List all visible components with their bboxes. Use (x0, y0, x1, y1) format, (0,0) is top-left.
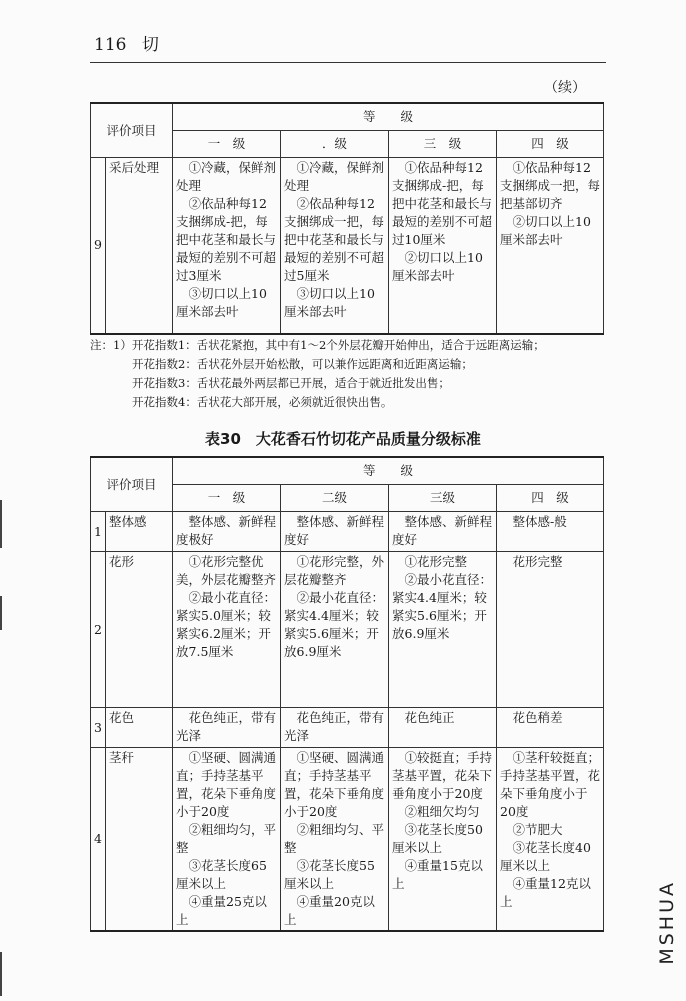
grade-cell (281, 748, 389, 932)
row-item: 茎秆 (106, 748, 173, 932)
watermark: MSHUA (656, 880, 678, 965)
cell-line: ④重量12克以上 (500, 876, 591, 909)
row-number: 1 (91, 512, 106, 552)
row-item: 采后处理 (106, 158, 173, 334)
cell-line: 花色纯正 (404, 710, 455, 725)
grade-cell (281, 158, 389, 334)
cell-line: ③花茎长度40厘米以上 (500, 840, 591, 873)
row-number: 4 (91, 748, 106, 932)
cell-line: ①坚硬、圆满通直；手持茎基平置，花朵下垂角度小于20度 (284, 750, 385, 819)
running-title: 切 (141, 35, 159, 55)
grade-cell (497, 512, 604, 552)
grade-1-header: 一 级 (173, 131, 281, 158)
cell-line: ①坚硬、圆满通直；手持茎基平置，花朵下垂角度小于20度 (176, 750, 277, 819)
cell-line: ①花形完整，外层花瓣整齐 (284, 554, 385, 587)
cell-line: ③花茎长度65厘米以上 (176, 858, 267, 891)
cell-line: ①花形完整优美，外层花瓣整齐 (176, 554, 277, 587)
row-item: 花形 (106, 552, 173, 708)
cell-line: ②最小花直径：紧实4.4厘米；较紧实5.6厘米；开放6.9厘米 (392, 572, 493, 641)
cell-line: ①较挺直；手持茎基平置，花朵下垂角度小于20度 (392, 750, 493, 801)
table-caption: 表30 大花香石竹切花产品质量分级标准 (205, 430, 481, 448)
grade-header: 等 级 (173, 457, 604, 485)
grade-cell (173, 552, 281, 708)
scan-margin-line-3 (0, 952, 2, 996)
grade-header: 等 级 (173, 103, 604, 131)
cell-line: 整体感-般 (512, 514, 567, 529)
row-number: 3 (91, 708, 106, 748)
grade-2-header: ．级 (281, 131, 389, 158)
page-number: 116 (94, 35, 127, 55)
grade-cell (389, 748, 497, 932)
cell-line: ②依品种每12支捆绑成-把，每把中花茎和最长与最短的差别不可超过3厘米 (176, 196, 277, 283)
cell-line: ②依品种每12支捆绑成一把，每把中花茎和最长与最短的差别不可超过5厘米 (284, 196, 385, 283)
row-item: 花色 (106, 708, 173, 748)
grade-2-header: 二级 (281, 485, 389, 512)
grade-cell (497, 708, 604, 748)
continued-label: （续） (544, 80, 586, 96)
cell-line: ①依品种每12支捆绑成一把，每把基部切齐 (500, 160, 601, 211)
cell-line: 花形完整 (512, 554, 563, 569)
grade-cell (389, 512, 497, 552)
grade-3-header: 三级 (389, 485, 497, 512)
grade-4-header: 四 级 (497, 485, 604, 512)
grade-cell (281, 708, 389, 748)
cell-line: ③花茎长度50厘米以上 (392, 822, 483, 855)
cell-line: ④重量15克以上 (392, 858, 483, 891)
grade-3-header: 三 级 (389, 131, 497, 158)
grade-cell (173, 158, 281, 334)
cell-line: ②粗细均匀，平整 (176, 822, 277, 855)
cell-line: ①依品种每12支捆绑成-把，每把中花茎和最长与最短的差别不可超过10厘米 (392, 160, 493, 247)
grade-cell (173, 512, 281, 552)
cell-line: ②节肥大 (512, 822, 563, 837)
grade-cell (389, 708, 497, 748)
eval-item-header: 评价项目 (91, 103, 173, 158)
row-number: 9 (91, 158, 106, 334)
page-header (94, 30, 169, 55)
row-item: 整体感 (106, 512, 173, 552)
cell-line: ③切口以上10厘米部去叶 (284, 286, 375, 319)
cell-line: ②最小花直径：紧实4.4厘米；较紧实5.6厘米；开放6.9厘米 (284, 590, 385, 659)
cell-line: ①冷藏，保鲜剂处理 (284, 160, 385, 193)
cell-line: ②切口以上10厘米部去叶 (392, 250, 483, 283)
cell-line: ④重量25克以上 (176, 894, 267, 927)
cell-line: ①冷藏，保鲜剂处理 (176, 160, 277, 193)
grade-1-header: 一 级 (173, 485, 281, 512)
grading-table-continued (90, 102, 604, 335)
cell-line: ①花形完整 (404, 554, 468, 569)
grade-cell (173, 708, 281, 748)
scan-margin-line-1 (0, 500, 2, 548)
grade-cell (173, 748, 281, 932)
grade-cell (281, 552, 389, 708)
cell-line: ③切口以上10厘米部去叶 (176, 286, 267, 319)
grade-cell (389, 158, 497, 334)
grade-cell (497, 748, 604, 932)
carnation-grading-table (90, 456, 604, 932)
cell-line: ②切口以上10厘米部去叶 (500, 214, 591, 247)
eval-item-header: 评价项目 (91, 457, 173, 512)
cell-line: 花色纯正，带有光泽 (284, 710, 385, 743)
note-line: 注：1）开花指数1：舌状花紧抱，其中有1～2个外层花瓣开始伸出，适合于远距离运输； (90, 338, 545, 352)
cell-line: 整体感、新鲜程度好 (284, 514, 385, 547)
grade-cell (497, 552, 604, 708)
grade-cell (497, 158, 604, 334)
cell-line: ②粗细均匀、平整 (284, 822, 385, 855)
cell-line: 整体感、新鲜程度好 (392, 514, 493, 547)
cell-line: 整体感、新鲜程度极好 (176, 514, 277, 547)
cell-line: 花色稍差 (512, 710, 563, 725)
header-rule (90, 62, 606, 63)
grade-cell (389, 552, 497, 708)
cell-line: ①茎秆较挺直；手持茎基平置，花朵下垂角度小于20度 (500, 750, 601, 819)
row-number: 2 (91, 552, 106, 708)
note-line: 开花指数4：舌状花大部开展，必须就近很快出售。 (132, 395, 393, 409)
cell-line: ④重量20克以上 (284, 894, 375, 927)
grade-4-header: 四 级 (497, 131, 604, 158)
cell-line: ②粗细欠均匀 (404, 804, 480, 819)
cell-line: ③花茎长度55厘米以上 (284, 858, 375, 891)
scan-margin-line-2 (0, 596, 2, 630)
note-line: 开花指数3：舌状花最外两层都已开展，适合于就近批发出售； (132, 376, 450, 390)
grade-cell (281, 512, 389, 552)
table-notes (90, 336, 610, 412)
note-line: 开花指数2：舌状花外层开始松散，可以兼作远距离和近距离运输； (132, 357, 473, 371)
cell-line: ②最小花直径：紧实5.0厘米；较紧实6.2厘米；开放7.5厘米 (176, 590, 277, 659)
cell-line: 花色纯正，带有光泽 (176, 710, 277, 743)
